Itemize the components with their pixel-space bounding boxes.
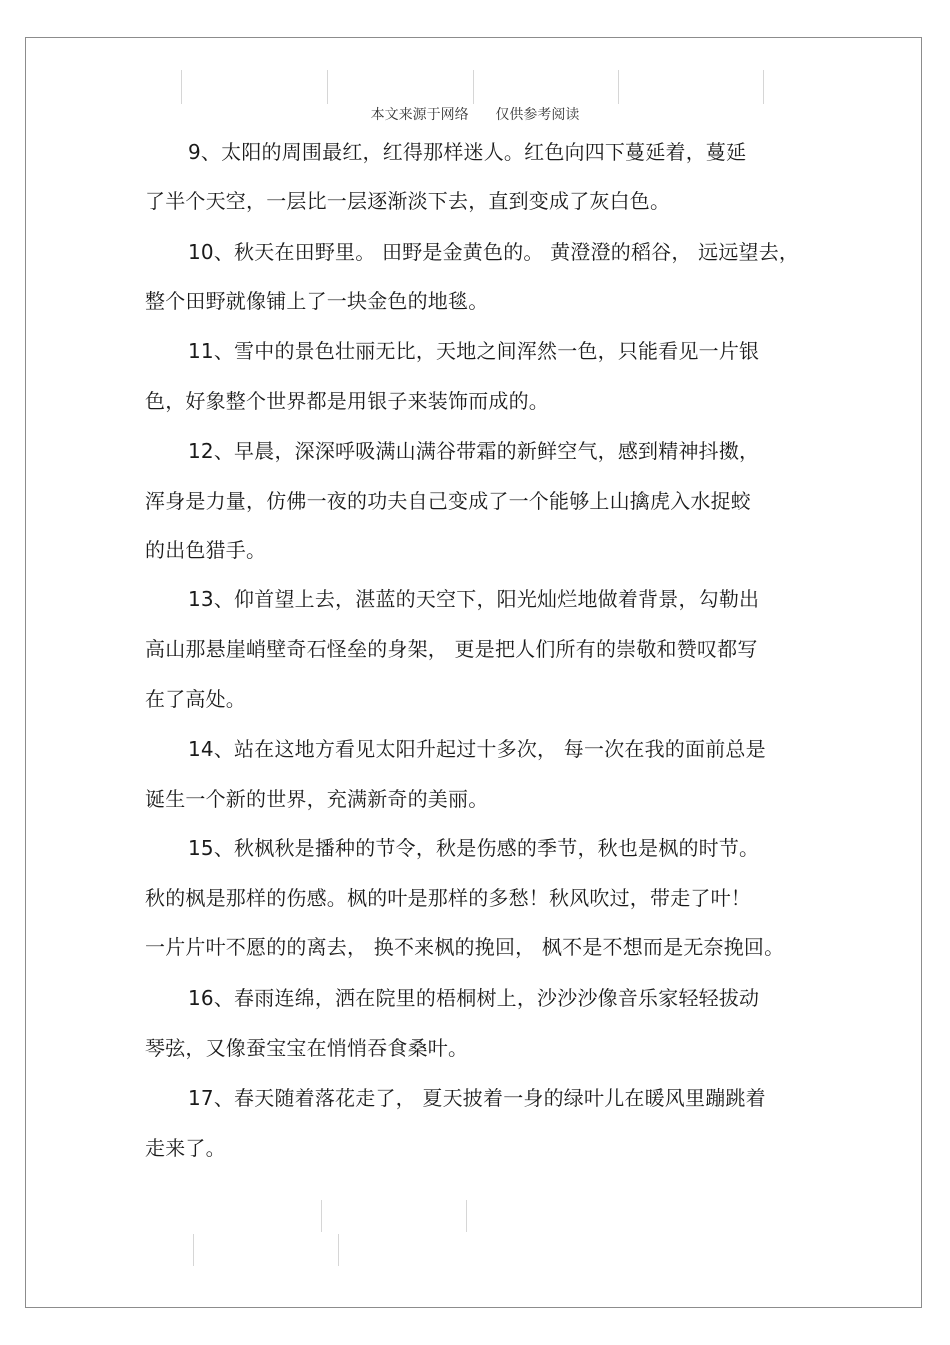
page-border [25, 37, 922, 1308]
divider [327, 70, 328, 104]
paragraph-11-line-2: 色，好象整个世界都是用银子来装饰而成的。 [145, 389, 549, 413]
paragraph-15-line-1: 15、秋枫秋是播种的节令，秋是伤感的季节，秋也是枫的时节。 [188, 836, 760, 860]
paragraph-16-line-1: 16、春雨连绵，洒在院里的梧桐树上，沙沙沙像音乐家轻轻拔动 [188, 986, 760, 1010]
paragraph-12-line-3: 的出色猎手。 [145, 538, 267, 562]
paragraph-12-line-2: 浑身是力量，仿佛一夜的功夫自己变成了一个能够上山擒虎入水捉蛟 [145, 489, 751, 513]
paragraph-10-line-2: 整个田野就像铺上了一块金色的地毯。 [145, 289, 489, 313]
paragraph-12-line-1: 12、早晨，深深呼吸满山满谷带霜的新鲜空气，感到精神抖擞， [188, 439, 760, 463]
divider [618, 70, 619, 104]
paragraph-15-line-3: 一片片叶不愿的的离去， 换不来枫的挽回， 枫不是不想而是无奈挽回。 [145, 935, 785, 959]
divider [473, 70, 474, 104]
paragraph-9-line-2: 了半个天空，一层比一层逐渐淡下去，直到变成了灰白色。 [145, 189, 671, 213]
paragraph-10-line-1: 10、秋天在田野里。 田野是金黄色的。 黄澄澄的稻谷， 远远望去， [188, 240, 800, 264]
paragraph-9-line-1: 9、太阳的周围最红，红得那样迷人。红色向四下蔓延着，蔓延 [188, 140, 747, 164]
divider [181, 70, 182, 104]
divider [763, 70, 764, 104]
paragraph-13-line-2: 高山那悬崖峭壁奇石怪垒的身架， 更是把人们所有的崇敬和赞叹都写 [145, 637, 758, 661]
paragraph-15-line-2: 秋的枫是那样的伤感。枫的叶是那样的多愁！秋风吹过，带走了叶！ [145, 886, 751, 910]
source-note: 本文来源于网络 仅供参考阅读 [370, 107, 580, 123]
paragraph-11-line-1: 11、雪中的景色壮丽无比，天地之间浑然一色，只能看见一片银 [188, 339, 760, 363]
paragraph-17-line-1: 17、春天随着落花走了， 夏天披着一身的绿叶儿在暖风里蹦跳着 [188, 1086, 766, 1110]
paragraph-16-line-2: 琴弦，又像蚕宝宝在悄悄吞食桑叶。 [145, 1036, 469, 1060]
divider [321, 1200, 322, 1232]
paragraph-14-line-1: 14、站在这地方看见太阳升起过十多次， 每一次在我的面前总是 [188, 737, 766, 761]
divider [466, 1200, 467, 1232]
paragraph-13-line-3: 在了高处。 [145, 687, 246, 711]
paragraph-13-line-1: 13、仰首望上去，湛蓝的天空下，阳光灿烂地做着背景，勾勒出 [188, 587, 760, 611]
paragraph-17-line-2: 走来了。 [145, 1136, 226, 1160]
divider [193, 1234, 194, 1266]
paragraph-14-line-2: 诞生一个新的世界，充满新奇的美丽。 [145, 787, 489, 811]
divider [338, 1234, 339, 1266]
